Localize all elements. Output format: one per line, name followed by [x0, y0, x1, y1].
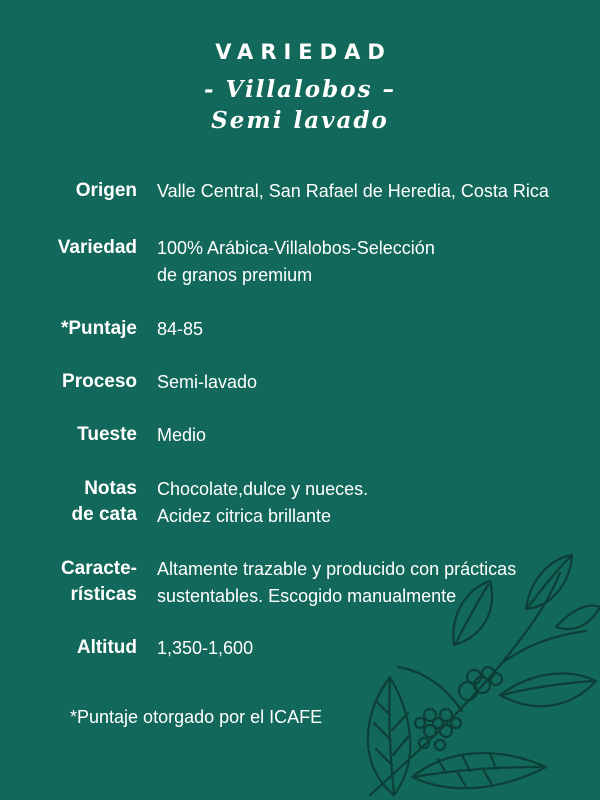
spec-value: Chocolate,dulce y nueces. Acidez citrica brillante: [157, 479, 369, 526]
spec-label: Variedad: [57, 237, 137, 258]
spec-label: Caracte- rísticas: [60, 558, 137, 605]
spec-value: Medio: [157, 425, 207, 445]
spec-label: Altitud: [76, 637, 137, 658]
variety-kicker: VARIEDAD: [215, 40, 392, 64]
process-subtitle: Semi lavado: [211, 107, 389, 134]
header: [0, 38, 600, 136]
variety-name: - Villalobos –: [203, 76, 397, 103]
spec-value: 84-85: [157, 319, 204, 339]
spec-label: Origen: [75, 180, 137, 201]
spec-label: Proceso: [62, 371, 137, 392]
spec-value: 100% Arábica-Villalobos-Selección de granos premium: [157, 238, 435, 285]
coffee-branch-icon: [350, 545, 600, 800]
spec-value: Semi-lavado: [157, 372, 258, 392]
spec-value: Valle Central, San Rafael de Heredia, Costa Rica: [157, 181, 549, 201]
spec-label: *Puntaje: [60, 318, 137, 339]
spec-label: Notas de cata: [71, 478, 137, 525]
spec-label: Tueste: [77, 424, 137, 445]
spec-value: 1,350-1,600: [157, 638, 254, 658]
spec-value: Altamente trazable y producido con prácticas sustentables. Escogido manualmente: [157, 559, 517, 606]
score-footnote: *Puntaje otorgado por el ICAFE: [70, 707, 323, 727]
